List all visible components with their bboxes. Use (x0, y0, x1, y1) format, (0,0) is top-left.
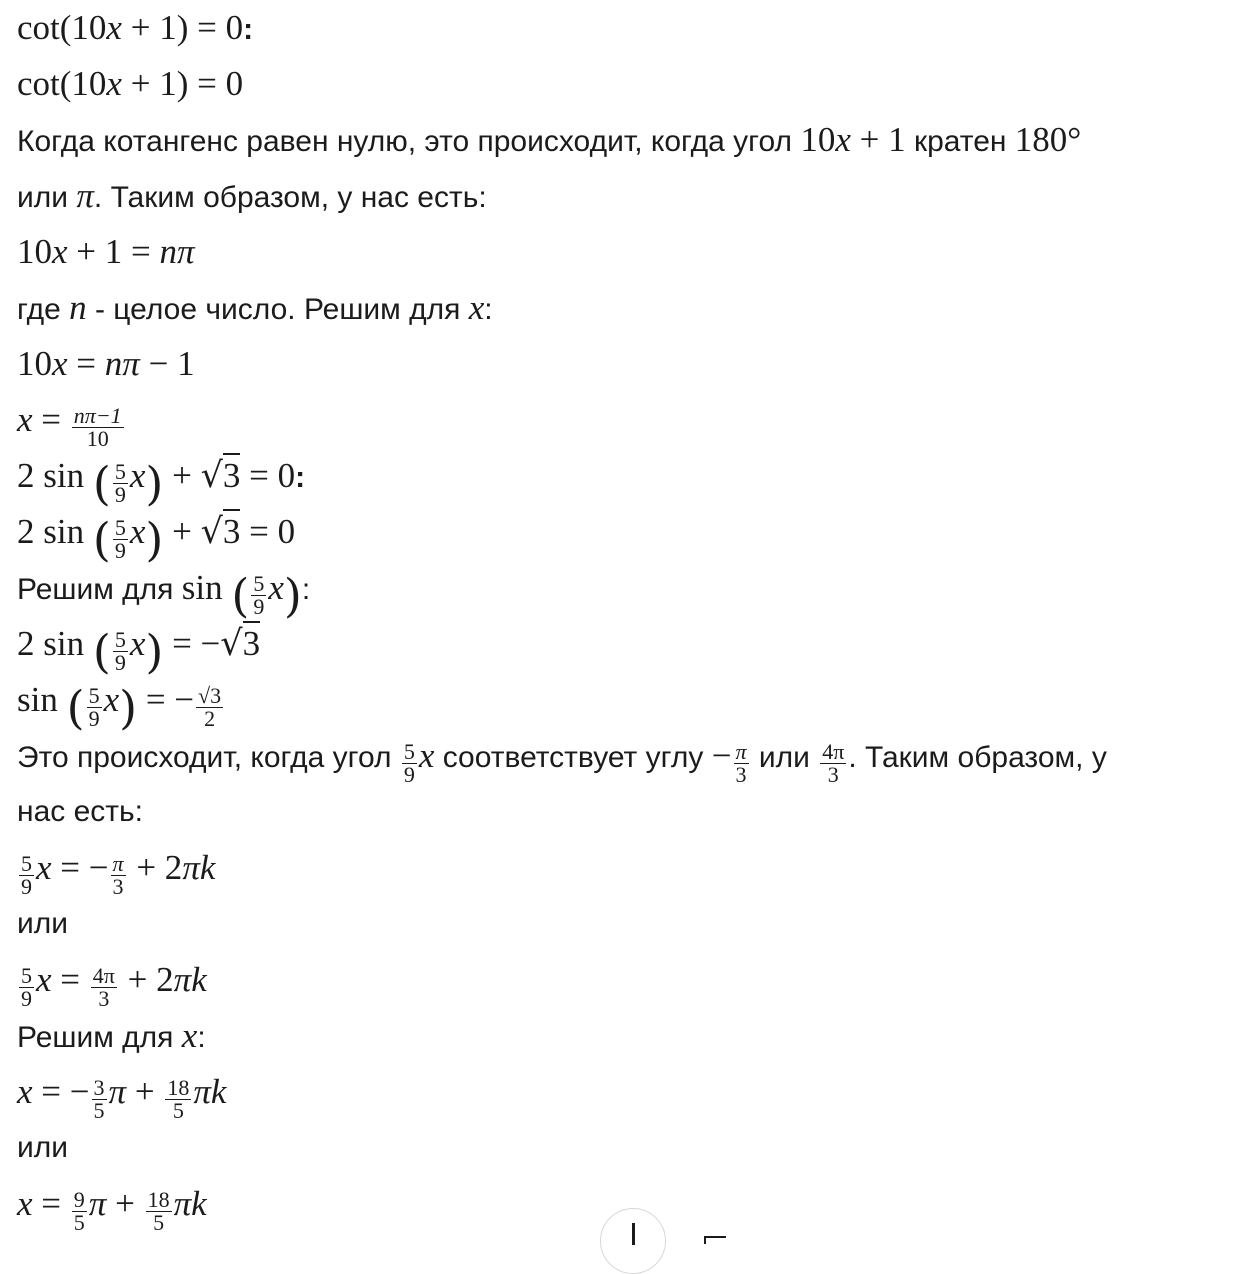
fraction (92, 1074, 107, 1123)
fraction (91, 962, 117, 1011)
math-var: x (835, 120, 851, 159)
math-var: x (103, 680, 120, 719)
math-text: 2 sin (17, 512, 93, 551)
right-paren: ) (145, 456, 164, 511)
fraction-denominator: 9 (21, 985, 32, 1011)
equation-cot (17, 56, 243, 112)
math-var: x (181, 1016, 198, 1055)
fraction-numerator: 5 (114, 514, 126, 540)
math-text: = (67, 344, 105, 383)
equation-10x (17, 336, 195, 392)
fraction (734, 738, 749, 787)
fraction-denominator: 9 (253, 593, 265, 619)
math-var: k (191, 960, 207, 999)
paragraph-or-2 (17, 1120, 68, 1176)
paragraph-text: - целое число. Решим для (86, 293, 469, 326)
paragraph-text: или (17, 181, 77, 214)
paragraph-text: : (197, 1021, 206, 1054)
paragraph-text: кратен (905, 125, 1015, 158)
right-paren: ) (145, 624, 164, 679)
math-var: x (129, 456, 146, 495)
math-var: x (17, 1072, 33, 1111)
fraction-numerator: 5 (114, 458, 126, 484)
math-var: π (173, 1184, 192, 1223)
paragraph-solve-sin (17, 560, 311, 623)
fraction-denominator: 5 (172, 1097, 184, 1123)
math-var: π (76, 176, 94, 215)
fraction-denominator: 3 (112, 873, 124, 899)
paragraph-text: Когда котангенс равен нулю, это происходит, когда угол (17, 125, 801, 158)
math-var: x (418, 736, 435, 775)
equation-x-solution-3 (17, 1176, 207, 1235)
fraction (196, 682, 223, 731)
math-text: + 2 (127, 848, 183, 887)
fraction-numerator: 5 (88, 682, 100, 708)
paragraph-text: или (750, 741, 819, 774)
fraction-numerator: nπ−1 (73, 402, 122, 428)
math-var: x (129, 624, 146, 663)
paragraph-text: или (17, 907, 69, 940)
math-text: + 2 (118, 960, 174, 999)
math-var: x (468, 288, 485, 327)
math-var: x (52, 344, 68, 383)
math-var: k (191, 1184, 207, 1223)
math-var: k (210, 1072, 227, 1111)
math-text: 2 sin (17, 456, 93, 495)
math-text: + (126, 1072, 164, 1111)
paragraph-text: . Таким образом, у нас есть: (93, 181, 487, 214)
paragraph-text: . Таким образом, у (848, 741, 1107, 774)
fraction-denominator: 9 (21, 873, 32, 899)
math-text: sin (181, 568, 232, 607)
math-text: + (163, 512, 201, 551)
heading-colon: : (295, 461, 306, 494)
math-text: 10 (800, 120, 836, 159)
fraction (113, 458, 128, 507)
equation-x-solution-2 (17, 1064, 227, 1123)
heading-colon: : (243, 13, 254, 46)
math-text: = − (51, 848, 109, 887)
math-var: k (199, 848, 216, 887)
math-text: = (51, 960, 89, 999)
paragraph-text: Решим для (17, 573, 182, 606)
fraction-numerator: 5 (253, 570, 265, 596)
fraction-numerator: 4π (92, 962, 115, 988)
math-var: x (17, 1184, 33, 1223)
right-paren: ) (283, 568, 302, 623)
math-text: − (711, 736, 732, 775)
paragraph-or-pi (17, 168, 487, 224)
math-text: = (32, 400, 70, 439)
heading-equation-cot (17, 0, 253, 56)
math-var: x (106, 64, 122, 103)
paragraph-cot-zero (17, 112, 1081, 168)
fraction-numerator: 4π (822, 738, 845, 764)
heading-equation-sin (17, 448, 306, 511)
fraction (146, 1186, 172, 1235)
fraction (113, 626, 128, 675)
math-text: + 1 = (67, 232, 160, 271)
left-paren: ( (66, 680, 85, 735)
fraction (251, 570, 266, 619)
fraction-denominator: 9 (114, 649, 126, 675)
fraction (72, 1186, 87, 1235)
paragraph-or-1 (17, 896, 68, 952)
fraction-numerator: 3 (93, 1074, 105, 1100)
paragraph-text: : (301, 573, 311, 606)
math-text: cot(10 (17, 8, 107, 47)
math-text: = 0 (240, 512, 296, 551)
right-paren: ) (145, 512, 164, 567)
paragraph-where-n (17, 280, 493, 336)
paragraph-text: соответствует углу (434, 741, 712, 774)
math-var: π (108, 1072, 127, 1111)
math-text: 180° (1014, 120, 1082, 159)
paragraph-text: : (484, 293, 493, 326)
math-var: π (88, 1184, 107, 1223)
paragraph-angle-corresponds (17, 728, 1107, 787)
fraction-numerator: 5 (21, 850, 32, 876)
math-text: 2 sin (17, 624, 93, 663)
math-text: 3 (223, 453, 241, 495)
arrow-down-icon (632, 1223, 635, 1245)
math-var: n (104, 344, 123, 383)
fraction-numerator: 9 (73, 1186, 85, 1212)
equation-2sin-minus-sqrt3 (17, 616, 261, 679)
paragraph-we-have (17, 784, 143, 840)
sqrt-sign: √ (200, 512, 223, 552)
fraction (402, 738, 417, 787)
fraction-denominator: 5 (73, 1209, 85, 1235)
fraction (165, 1074, 191, 1123)
math-text: + 1) = 0 (121, 8, 244, 47)
math-var: x (36, 848, 52, 887)
math-var: π (173, 960, 192, 999)
sqrt-sign: √ (200, 456, 223, 496)
math-text: − 1 (139, 344, 195, 383)
math-text: + 1) = 0 (121, 64, 244, 103)
fraction (19, 850, 34, 899)
math-text: 3 (243, 621, 261, 663)
fraction (820, 738, 846, 787)
math-var: x (106, 8, 122, 47)
math-var: n (69, 288, 87, 327)
left-paren: ( (92, 624, 111, 679)
left-paren: ( (92, 456, 111, 511)
fraction-denominator: 9 (114, 481, 126, 507)
fraction-denominator: 3 (735, 761, 747, 787)
math-var: π (193, 1072, 211, 1111)
sqrt-sign: √ (220, 624, 243, 664)
math-text: 10 (17, 344, 52, 383)
fraction (87, 682, 102, 731)
math-var: x (268, 568, 284, 607)
equation-sin (17, 504, 296, 567)
math-text: = (32, 1184, 70, 1223)
math-var: x (52, 232, 68, 271)
fraction-numerator: 5 (114, 626, 126, 652)
fraction-numerator: 5 (21, 962, 32, 988)
math-text: = − (163, 624, 221, 663)
paragraph-text: или (17, 1131, 69, 1164)
math-text: 10 (17, 232, 52, 271)
math-var: x (17, 400, 33, 439)
fraction-numerator: 5 (403, 738, 415, 764)
fraction-denominator: 10 (86, 425, 109, 451)
left-paren: ( (92, 512, 111, 567)
fraction (111, 850, 126, 899)
math-var: x (36, 960, 52, 999)
fraction-numerator: √3 (198, 682, 222, 708)
fraction-denominator: 3 (98, 985, 110, 1011)
math-text: 3 (223, 509, 241, 551)
paragraph-text: Решим для (17, 1021, 182, 1054)
math-var: n (159, 232, 178, 271)
fraction-denominator: 2 (204, 705, 216, 731)
math-var: x (129, 512, 146, 551)
paragraph-text: нас есть: (17, 795, 143, 828)
copy-icon[interactable] (704, 1236, 726, 1244)
equation-x-solution-1 (17, 392, 126, 451)
fraction-numerator: 18 (167, 1074, 190, 1100)
math-var: π (122, 344, 140, 383)
fraction (113, 514, 128, 563)
fraction-denominator: 9 (114, 537, 126, 563)
fraction-denominator: 5 (93, 1097, 105, 1123)
paragraph-solve-x (17, 1008, 206, 1064)
fraction-numerator: π (735, 738, 747, 764)
math-text: + 1 (850, 120, 906, 159)
math-text: = − (32, 1072, 90, 1111)
equation-10x-plus-1 (17, 224, 195, 280)
scroll-down-button[interactable] (600, 1208, 666, 1274)
equation-case-2 (17, 952, 207, 1011)
fraction-denominator: 9 (88, 705, 100, 731)
math-text: + (163, 456, 201, 495)
paragraph-text: Это происходит, когда угол (17, 741, 400, 774)
math-text: + (106, 1184, 144, 1223)
math-text: = − (137, 680, 195, 719)
equation-sin-value (17, 672, 225, 735)
math-text: sin (17, 680, 67, 719)
math-text: cot(10 (17, 64, 107, 103)
fraction (19, 962, 34, 1011)
fraction-denominator: 3 (827, 761, 839, 787)
fraction-denominator: 5 (153, 1209, 165, 1235)
right-paren: ) (119, 680, 138, 735)
left-paren: ( (231, 568, 250, 623)
fraction (72, 402, 124, 451)
fraction-numerator: 18 (147, 1186, 170, 1212)
equation-case-1 (17, 840, 216, 899)
fraction-numerator: π (112, 850, 124, 876)
math-text: = 0 (240, 456, 296, 495)
paragraph-text: где (17, 293, 70, 326)
fraction-denominator: 9 (403, 761, 415, 787)
math-var: π (177, 232, 195, 271)
math-var: π (182, 848, 200, 887)
